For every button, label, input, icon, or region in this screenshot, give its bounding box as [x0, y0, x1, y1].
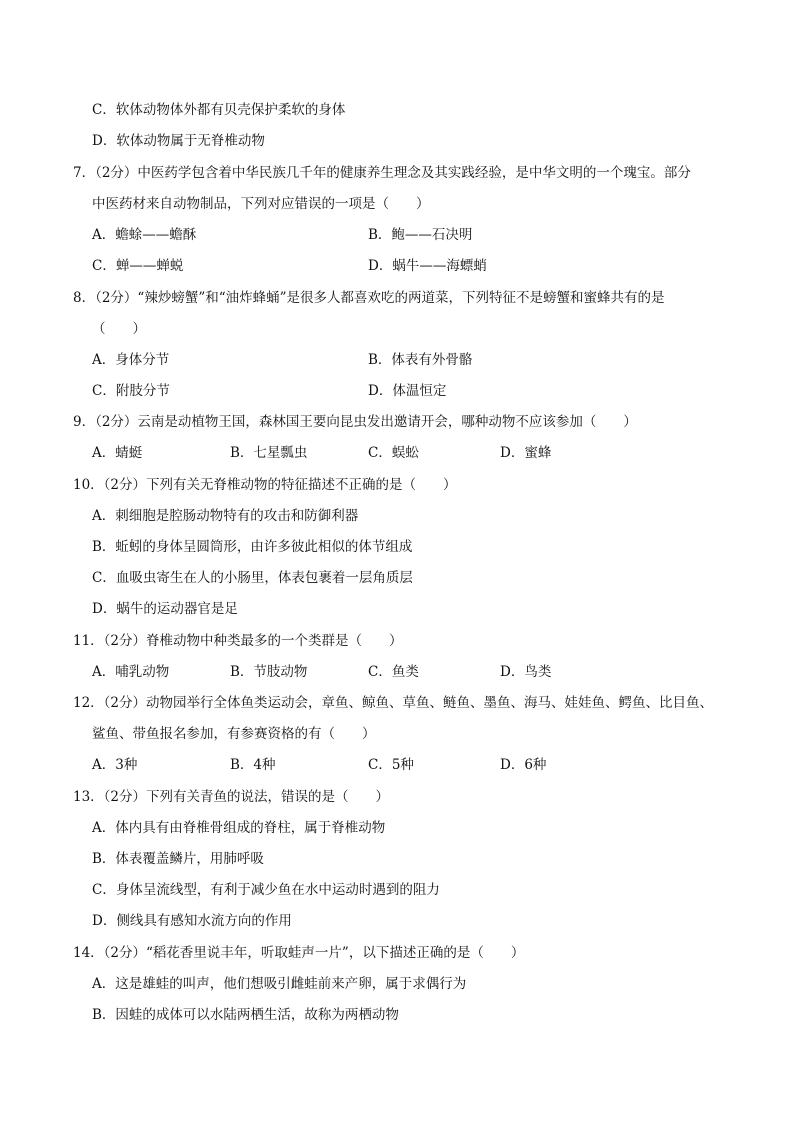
q9-option-c: C．蜈蚣: [368, 445, 419, 461]
q14-option-a: A．这是雄蛙的叫声，他们想吸引雌蛙前来产卵，属于求偶行为: [92, 976, 467, 992]
q12-option-a: A．3种: [92, 757, 138, 773]
q6-option-c: C．软体动物体外都有贝壳保护柔软的身体: [92, 102, 346, 118]
q9-option-b: B．七星瓢虫: [230, 445, 308, 461]
q8-option-b: B．体表有外骨骼: [368, 352, 473, 368]
q7-option-b: B．鲍——石决明: [368, 227, 473, 243]
q8-option-d: D．体温恒定: [368, 383, 447, 399]
q7-option-c: C．蝉——蝉蜕: [92, 258, 184, 274]
q8-stem: 8．（2分）“辣炒螃蟹”和“油炸蜂蛹”是很多人都喜欢吃的两道菜，下列特征不是螃蟹和蜜蜂共有的是: [73, 290, 665, 306]
q13-option-b: B．体表覆盖鳞片，用肺呼吸: [92, 851, 264, 867]
q9-option-d: D．蜜蜂: [500, 445, 552, 461]
q7-stem: 7．（2分）中医药学包含着中华民族几千年的健康养生理念及其实践经验，是中华文明的一个瑰宝。部分: [73, 165, 691, 181]
q8-stem-cont: （ ）: [92, 321, 146, 337]
q10-option-a: A．刺细胞是腔肠动物特有的攻击和防御利器: [92, 508, 359, 524]
q12-stem-cont: 鲨鱼、带鱼报名参加，有参赛资格的有（ ）: [92, 726, 376, 742]
q10-option-c: C．血吸虫寄生在人的小肠里，体表包裹着一层角质层: [92, 570, 413, 586]
q12-option-c: C．5种: [368, 757, 414, 773]
q14-stem: 14．（2分）“稻花香里说丰年，听取蛙声一片”，以下描述正确的是（ ）: [73, 945, 525, 961]
q13-option-a: A．体内具有由脊椎骨组成的脊柱，属于脊椎动物: [92, 820, 386, 836]
q14-option-b: B．因蛙的成体可以水陆两栖生活，故称为两栖动物: [92, 1007, 399, 1023]
q12-option-b: B．4种: [230, 757, 276, 773]
q7-option-d: D．蜗牛——海螵蛸: [368, 258, 487, 274]
q8-option-c: C．附肢分节: [92, 383, 170, 399]
q10-stem: 10．（2分）下列有关无脊椎动物的特征描述不正确的是（ ）: [73, 477, 457, 493]
q11-option-c: C．鱼类: [368, 664, 419, 680]
q12-option-d: D．6种: [500, 757, 547, 773]
q9-option-a: A．蜻蜓: [92, 445, 143, 461]
q7-stem-cont: 中医药材来自动物制品，下列对应错误的一项是（ ）: [92, 196, 430, 212]
q13-option-c: C．身体呈流线型，有利于减少鱼在水中运动时遇到的阻力: [92, 882, 440, 898]
q13-option-d: D．侧线具有感知水流方向的作用: [92, 913, 292, 929]
q12-stem: 12．（2分）动物园举行全体鱼类运动会，章鱼、鲸鱼、草鱼、鲢鱼、墨鱼、海马、娃娃鱼、鳄鱼、比目鱼、: [73, 695, 714, 711]
q11-option-b: B．节肢动物: [230, 664, 308, 680]
q10-option-b: B．蚯蚓的身体呈圆筒形，由许多彼此相似的体节组成: [92, 539, 413, 555]
q13-stem: 13．（2分）下列有关青鱼的说法，错误的是（ ）: [73, 789, 390, 805]
q11-stem: 11．（2分）脊椎动物中种类最多的一个类群是（ ）: [73, 633, 403, 649]
q10-option-d: D．蜗牛的运动器官是足: [92, 601, 238, 617]
q6-option-d: D．软体动物属于无脊椎动物: [92, 133, 265, 149]
q9-stem: 9．（2分）云南是动植物王国，森林国王要向昆虫发出邀请开会，哪种动物不应该参加（ ）: [73, 414, 637, 430]
q8-option-a: A．身体分节: [92, 352, 170, 368]
q7-option-a: A．蟾蜍——蟾酥: [92, 227, 197, 243]
q11-option-a: A．哺乳动物: [92, 664, 170, 680]
q11-option-d: D．鸟类: [500, 664, 552, 680]
